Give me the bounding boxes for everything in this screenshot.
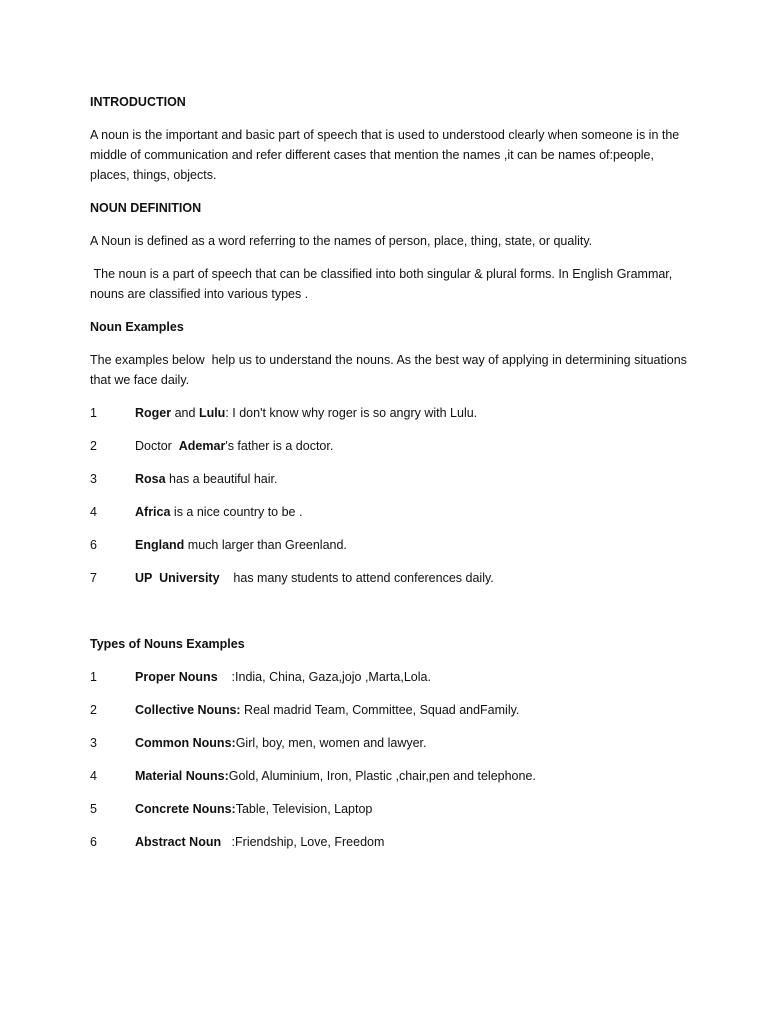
definition-paragraph-2: The noun is a part of speech that can be classified into both singular & plural forms. In English Grammar, nouns are classified into various types .	[90, 267, 676, 301]
example-text	[135, 535, 347, 555]
example-number: 2	[90, 439, 97, 453]
example-sentence: has a beautiful hair.	[165, 472, 278, 486]
noun-type-item	[90, 766, 690, 786]
type-text	[135, 700, 519, 720]
example-noun: UP University	[135, 571, 220, 585]
definition-paragraph-1: A Noun is defined as a word referring to the names of person, place, thing, state, or quality.	[90, 234, 593, 248]
example-number: 7	[90, 571, 97, 585]
example-item	[90, 403, 690, 423]
example-item	[90, 436, 690, 456]
example-text	[135, 436, 333, 456]
example-item	[90, 535, 690, 555]
type-number: 1	[90, 670, 97, 684]
noun-type-item	[90, 700, 690, 720]
type-examples: :India, China, Gaza,jojo ,Marta,Lola.	[217, 670, 431, 684]
type-number: 2	[90, 703, 97, 717]
type-label: Abstract Noun	[135, 835, 222, 849]
types-of-nouns-heading: Types of Nouns Examples	[90, 637, 245, 651]
example-sentence: has many students to attend conferences daily.	[219, 571, 494, 585]
introduction-paragraph: A noun is the important and basic part of speech that is used to understood clearly when someone is in the middle of communication and refer different cases that mention the names ,it can be names of:people, places, things, objects.	[90, 128, 680, 182]
document-page	[90, 92, 690, 852]
example-number: 1	[90, 406, 97, 420]
noun-type-item	[90, 832, 690, 852]
example-connector: and	[171, 406, 199, 420]
type-number: 4	[90, 769, 97, 783]
type-number: 3	[90, 736, 97, 750]
example-prefix: Doctor	[135, 439, 179, 453]
example-text	[135, 568, 494, 588]
type-examples: Gold, Aluminium, Iron, Plastic ,chair,pen and telephone.	[228, 769, 536, 783]
example-noun: Ademar	[178, 439, 226, 453]
type-examples: Table, Television, Laptop	[235, 802, 373, 816]
type-number: 6	[90, 835, 97, 849]
example-noun: Africa	[135, 505, 171, 519]
example-sentence: is a nice country to be .	[170, 505, 303, 519]
example-text	[135, 469, 277, 489]
example-noun: Rosa	[135, 472, 166, 486]
type-label: Material Nouns:	[135, 769, 229, 783]
type-label: Proper Nouns	[135, 670, 218, 684]
noun-type-item	[90, 799, 690, 819]
example-noun: Roger	[135, 406, 172, 420]
example-noun: Lulu	[198, 406, 226, 420]
type-label: Concrete Nouns:	[135, 802, 236, 816]
example-sentence: much larger than Greenland.	[184, 538, 347, 552]
type-label: Collective Nouns:	[135, 703, 241, 717]
noun-type-item	[90, 733, 690, 753]
examples-intro-paragraph: The examples below help us to understand the nouns. As the best way of applying in determining situations that we face daily.	[90, 353, 691, 387]
type-text	[135, 667, 431, 687]
type-text	[135, 733, 427, 753]
example-item	[90, 568, 690, 588]
example-number: 4	[90, 505, 97, 519]
type-examples: :Friendship, Love, Freedom	[221, 835, 385, 849]
example-item	[90, 469, 690, 489]
example-sentence: : I don't know why roger is so angry with Lulu.	[225, 406, 478, 420]
introduction-heading: INTRODUCTION	[90, 95, 186, 109]
example-sentence: 's father is a doctor.	[225, 439, 334, 453]
example-text	[135, 403, 477, 423]
example-number: 6	[90, 538, 97, 552]
type-examples: Girl, boy, men, women and lawyer.	[235, 736, 427, 750]
example-item	[90, 502, 690, 522]
type-examples: Real madrid Team, Committee, Squad andFamily.	[240, 703, 520, 717]
noun-examples-heading: Noun Examples	[90, 320, 184, 334]
example-number: 3	[90, 472, 97, 486]
noun-definition-heading: NOUN DEFINITION	[90, 201, 202, 215]
noun-type-item	[90, 667, 690, 687]
type-text	[135, 766, 536, 786]
example-noun: England	[135, 538, 185, 552]
type-text	[135, 832, 384, 852]
type-number: 5	[90, 802, 97, 816]
type-label: Common Nouns:	[135, 736, 236, 750]
example-text	[135, 502, 302, 522]
type-text	[135, 799, 372, 819]
